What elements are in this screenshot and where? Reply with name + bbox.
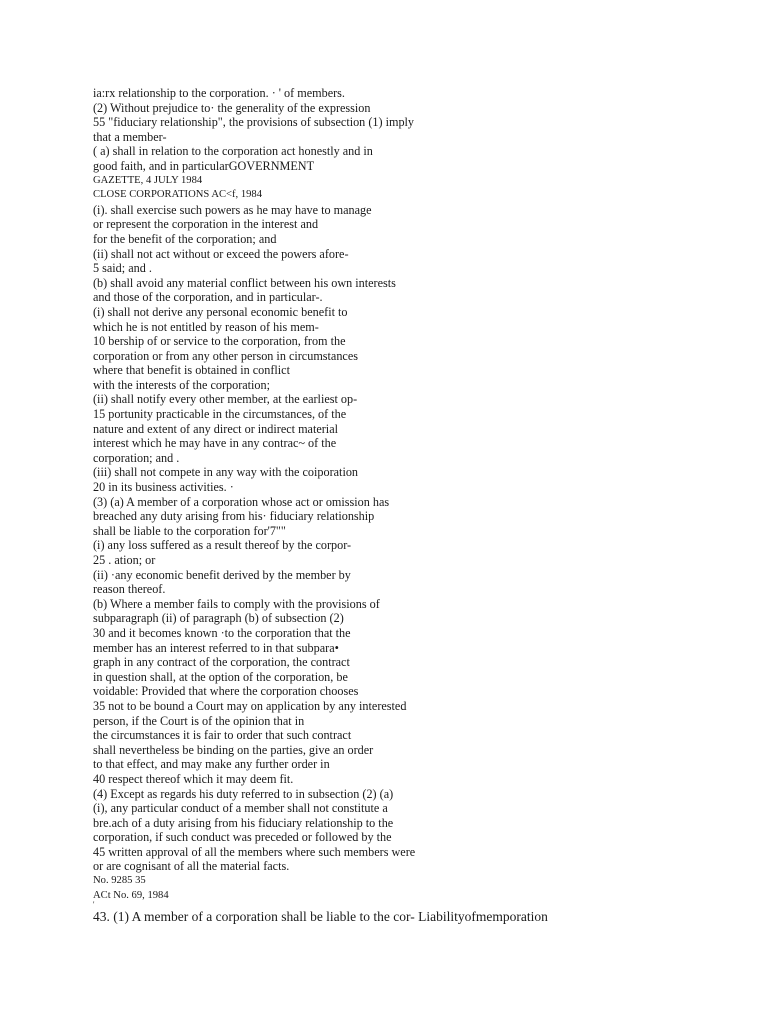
section-43-heading-line: 43. (1) A member of a corporation shall be liable to the cor- Liabilityofmemporation [93, 909, 548, 925]
text-line: for the benefit of the corporation; and [93, 231, 277, 246]
text-line: corporation, if such conduct was preceded or followed by the [93, 830, 392, 845]
text-line: person, if the Court is of the opinion that in [93, 713, 305, 728]
text-line: and those of the corporation, and in particular-. [93, 290, 323, 305]
text-line: in question shall, at the option of the corporation, be [93, 669, 348, 684]
text-line: shall nevertheless be binding on the parties, give an order [93, 742, 374, 757]
text-line: the circumstances it is fair to order that such contract [93, 728, 352, 743]
text-line: breached any duty arising from his· fiduciary relationship [93, 509, 375, 524]
text-line: (i). shall exercise such powers as he may have to manage [93, 202, 372, 217]
text-line: (ii) ·any economic benefit derived by the member by [93, 567, 351, 582]
text-line: (iii) shall not compete in any way with the coiporation [93, 465, 359, 480]
text-line: (ii) shall notify every other member, at the earliest op- [93, 392, 358, 407]
text-line: bre.ach of a duty arising from his fiduciary relationship to the [93, 815, 394, 830]
text-line: (ii) shall not act without or exceed the powers afore- [93, 246, 349, 261]
text-line: or represent the corporation in the interest and [93, 217, 319, 232]
stray-mark: ' [93, 900, 95, 910]
text-line: interest which he may have in any contrac~ of the [93, 436, 337, 451]
text-line: (b) shall avoid any material conflict between his own interests [93, 275, 396, 290]
text-line: (3) (a) A member of a corporation whose act or omission has [93, 494, 390, 509]
text-line: reason thereof. [93, 582, 166, 597]
text-line: corporation or from any other person in circumstances [93, 348, 358, 363]
text-line: nature and extent of any direct or indirect material [93, 421, 338, 436]
text-line: 15 portunity practicable in the circumstances, of the [93, 407, 347, 422]
text-line: 20 in its business activities. · [93, 480, 234, 495]
text-line: with the interests of the corporation; [93, 377, 271, 392]
text-line: 45 written approval of all the members where such members were [93, 844, 416, 859]
text-line: 10 bership of or service to the corporation, from the [93, 334, 346, 349]
text-line: 55 "fiduciary relationship", the provisions of subsection (1) imply [93, 115, 415, 130]
text-line: (i) any loss suffered as a result thereof by the corpor- [93, 538, 352, 553]
text-line: 5 said; and . [93, 261, 152, 276]
text-line: (i) shall not derive any personal economic benefit to [93, 304, 348, 319]
text-line: ia:rx relationship to the corporation. · ' of members. [93, 86, 345, 100]
running-footer-number: No. 9285 35 [93, 875, 146, 887]
text-line: (i), any particular conduct of a member shall not constitute a [93, 801, 388, 816]
text-line: (b) Where a member fails to comply with the provisions of [93, 596, 380, 611]
text-line: (2) Without prejudice to· the generality of the expression [93, 100, 371, 115]
text-line: member has an interest referred to in that subpara• [93, 640, 339, 655]
text-line: ( a) shall in relation to the corporation act honestly and in [93, 144, 373, 159]
running-header-date: GAZETTE, 4 JULY 1984 [93, 174, 203, 186]
text-line: shall be liable to the corporation for'7"" [93, 523, 286, 538]
text-line: to that effect, and may make any further order in [93, 757, 330, 772]
text-line: 25 . ation; or [93, 553, 156, 567]
text-line: (4) Except as regards his duty referred to in subsection (2) (a) [93, 786, 394, 801]
text-line: or are cognisant of all the material facts. [93, 859, 290, 874]
running-footer-act: ACt No. 69, 1984 [93, 889, 169, 901]
text-line: which he is not entitled by reason of his mem- [93, 319, 319, 334]
text-line: 30 and it becomes known ·to the corporation that the [93, 625, 351, 640]
text-line: that a member- [93, 129, 167, 144]
text-line: good faith, and in particularGOVERNMENT [93, 158, 315, 173]
text-line: 35 not to be bound a Court may on application by any interested [93, 698, 407, 713]
text-line: graph in any contract of the corporation, the contract [93, 655, 350, 670]
gazette-text [93, 86, 653, 925]
text-line: 40 respect thereof which it may deem fit. [93, 771, 294, 786]
text-line: corporation; and . [93, 450, 180, 465]
text-line: voidable: Provided that where the corporation chooses [93, 684, 359, 699]
text-line: subparagraph (ii) of paragraph (b) of subsection (2) [93, 611, 344, 626]
running-header-act: CLOSE CORPORATIONS AC<f, 1984 [93, 189, 263, 201]
text-line: where that benefit is obtained in conflict [93, 363, 290, 378]
